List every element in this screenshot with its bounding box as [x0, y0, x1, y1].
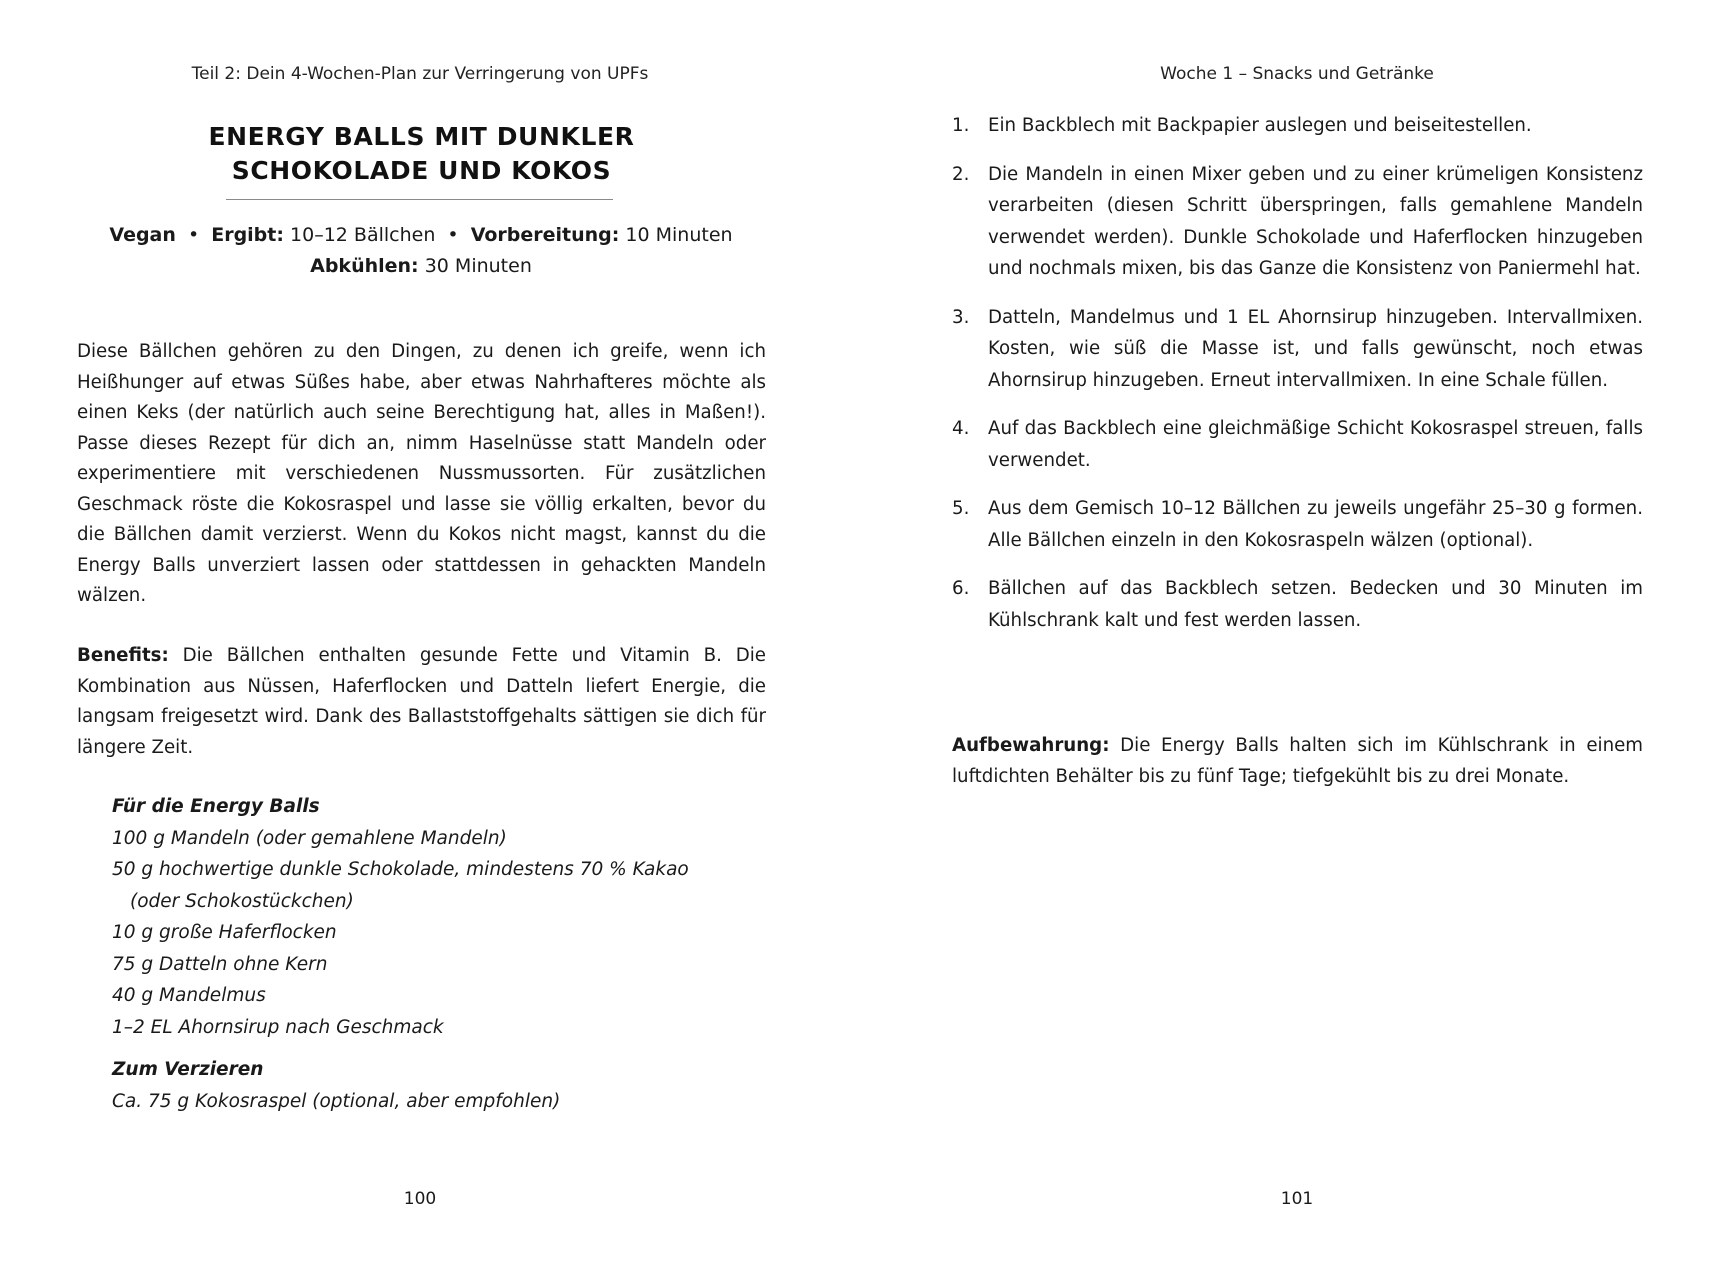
step-item: [952, 110, 1643, 142]
ingredient-item: 1–2 EL Ahornsirup nach Geschmack: [112, 1016, 444, 1038]
step-text: Datteln, Mandelmus und 1 EL Ahornsirup hinzugeben. Intervallmixen. Kosten, wie süß die Masse ist, und falls gewünscht, noch etwas Ahornsirup hinzugeben. Erneut intervallmixen. In eine Schale füllen.: [988, 306, 1643, 391]
benefits-paragraph: [77, 641, 766, 763]
step-number: 5.: [952, 498, 970, 519]
step-item: [952, 302, 1643, 397]
bullet-separator: •: [187, 224, 200, 246]
step-item: [952, 573, 1643, 636]
page-number-left: 100: [403, 1189, 437, 1209]
page-number-right: 101: [1280, 1189, 1314, 1209]
decoration-heading: Zum Verzieren: [112, 1059, 264, 1080]
recipe-title: [77, 120, 766, 188]
decoration-list: [112, 1054, 772, 1117]
decoration-item: Ca. 75 g Kokosraspel (optional, aber empfohlen): [112, 1090, 561, 1112]
intro-paragraph: Diese Bällchen gehören zu den Dingen, zu denen ich greife, wenn ich Heißhunger auf etwas Süßes habe, aber etwas Nahrhafteres möchte als einen Keks (der natürlich auch seine Berechtigung hat, alles in Maßen!). Passe dieses Rezept für dich an, nimm Haselnüsse statt Mandeln oder experimentiere mit verschiedenen Nussmussorten. Für zusätzlichen Geschmack röste die Kokosraspel und lasse sie völlig erkalten, bevor du die Bällchen damit verzierst. Wenn du Kokos nicht magst, kannst du die Energy Balls unverziert lassen oder stattdessen in gehackten Mandeln wälzen.: [77, 341, 766, 606]
vegan-label: Vegan: [109, 224, 176, 246]
ingredient-item: 40 g Mandelmus: [112, 985, 266, 1006]
bullet-separator: •: [447, 224, 459, 246]
ingredients-heading: Für die Energy Balls: [112, 796, 320, 817]
ingredient-item: 75 g Datteln ohne Kern: [112, 953, 328, 975]
ingredient-item-continuation: (oder Schokostückchen): [130, 890, 354, 912]
step-text: Ein Backblech mit Backpapier auslegen und beiseitestellen.: [988, 115, 1532, 136]
storage-text: Die Energy Balls halten sich im Kühlschrank in einem luftdichten Behälter bis zu fünf Tage; tiefgekühlt bis zu drei Monate.: [952, 735, 1643, 787]
step-number: 1.: [952, 115, 970, 136]
step-item: [952, 493, 1643, 556]
step-text: Aus dem Gemisch 10–12 Bällchen zu jeweils ungefähr 25–30 g formen. Alle Bällchen einzeln in den Kokosraspeln wälzen (optional).: [988, 498, 1643, 551]
storage-note: [952, 730, 1643, 792]
running-head-left: Teil 2: Dein 4-Wochen-Plan zur Verringerung von UPFs: [191, 64, 649, 84]
right-page: [856, 0, 1713, 1270]
step-text: Auf das Backblech eine gleichmäßige Schicht Kokosraspel streuen, falls verwendet.: [988, 418, 1643, 471]
step-number: 6.: [952, 578, 970, 599]
ingredient-item: 50 g hochwertige dunkle Schokolade, mindestens 70 % Kakao: [112, 859, 689, 880]
ingredient-item: 10 g große Haferflocken: [112, 922, 337, 943]
yield-value: 10–12 Bällchen: [290, 224, 436, 246]
step-number: 3.: [952, 306, 970, 328]
recipe-title-line-1: ENERGY BALLS MIT DUNKLER: [208, 122, 635, 151]
storage-label: Aufbewahrung:: [952, 735, 1110, 756]
step-item: [952, 159, 1643, 285]
step-number: 4.: [952, 418, 970, 439]
step-number: 2.: [952, 163, 970, 185]
recipe-title-line-2: SCHOKOLADE UND KOKOS: [231, 156, 612, 185]
cool-label: Abkühlen:: [310, 255, 419, 277]
step-item: [952, 413, 1643, 476]
step-text: Bällchen auf das Backblech setzen. Bedecken und 30 Minuten im Kühlschrank kalt und fest werden lassen.: [988, 578, 1643, 631]
prep-label: Vorbereitung:: [470, 224, 620, 246]
ingredient-item: 100 g Mandeln (oder gemahlene Mandeln): [112, 827, 507, 849]
left-page: [0, 0, 856, 1270]
yield-label: Ergibt:: [211, 224, 284, 246]
benefits-text: Die Bällchen enthalten gesunde Fette und Vitamin B. Die Kombination aus Nüssen, Haferflocken und Datteln liefert Energie, die langsam freigesetzt wird. Dank des Ballaststoffgehalts sättigen sie dich für längere Zeit.: [77, 645, 766, 758]
prep-value: 10 Minuten: [625, 224, 733, 246]
recipe-meta: [60, 220, 782, 282]
cool-value: 30 Minuten: [424, 255, 532, 277]
benefits-label: Benefits:: [77, 645, 169, 666]
step-text: Die Mandeln in einen Mixer geben und zu einer krümeligen Konsistenz verarbeiten (diesen Schritt überspringen, falls gemahlene Mandeln verwendet werden). Dunkle Schokolade und Haferflocken hinzugeben und nochmals mixen, bis das Ganze die Konsistenz von Paniermehl hat.: [988, 163, 1643, 279]
running-head-right: Woche 1 – Snacks und Getränke: [1160, 64, 1434, 84]
ingredients-list: [112, 791, 772, 1043]
title-divider: [226, 199, 613, 200]
instruction-steps: [952, 110, 1643, 653]
